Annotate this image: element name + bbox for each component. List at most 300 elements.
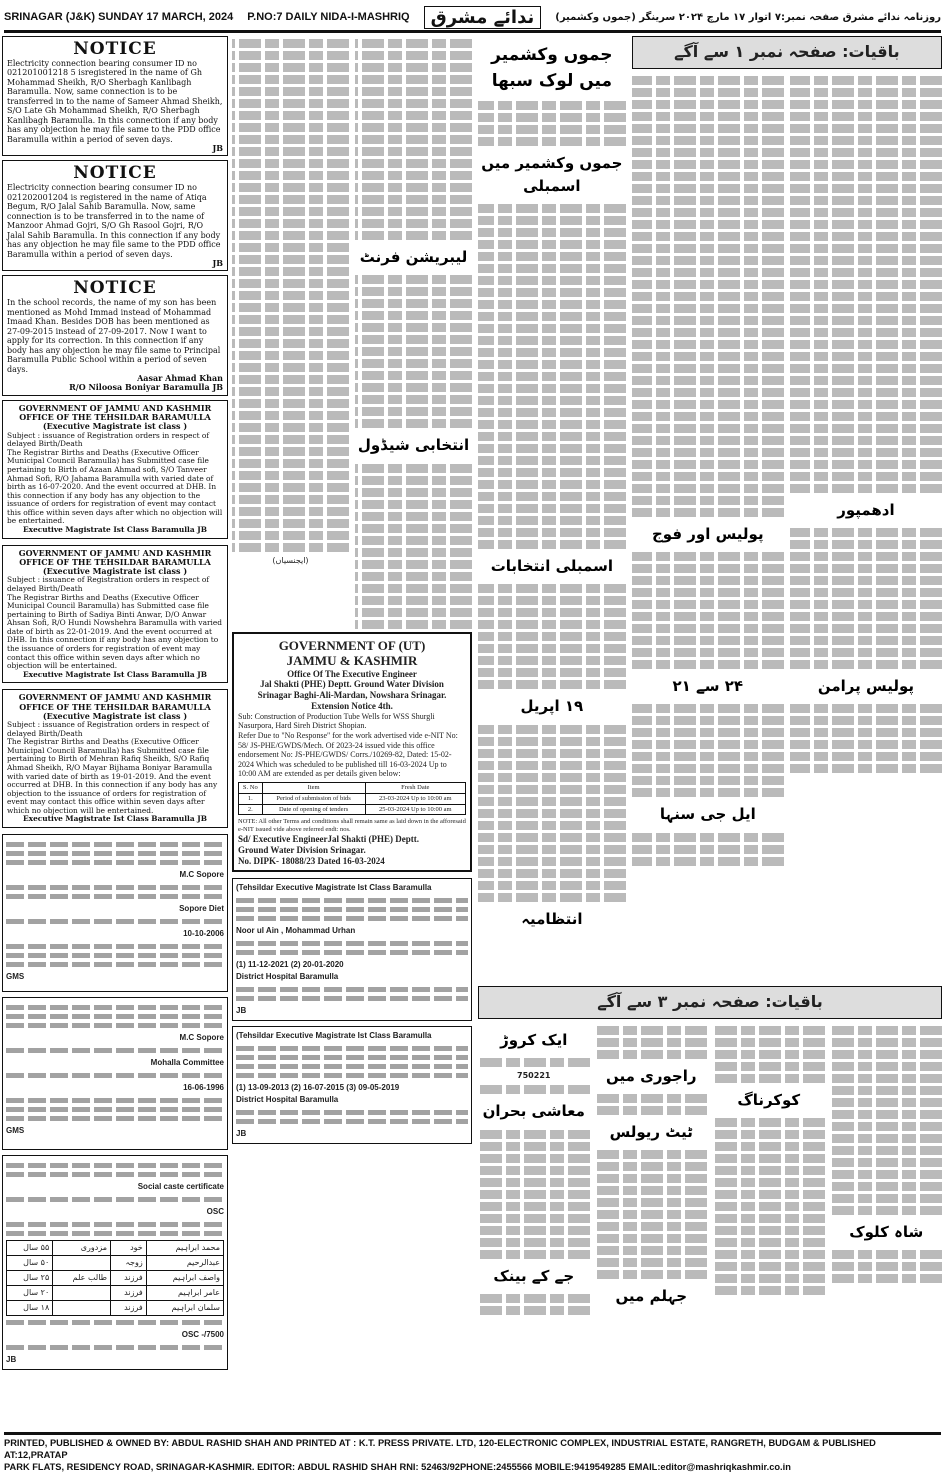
text-line <box>831 1062 943 1071</box>
imprint-footer <box>4 1432 941 1473</box>
text-line <box>355 207 472 216</box>
text-line <box>355 476 472 485</box>
text-line <box>355 464 472 473</box>
urdu-classified-3 <box>2 1155 228 1370</box>
text-line <box>6 885 224 890</box>
text-line <box>790 764 942 773</box>
text-line <box>632 845 784 854</box>
text-line <box>232 399 349 408</box>
text-line <box>355 135 472 144</box>
text-line <box>790 244 942 253</box>
ad-date: 16-06-1996 <box>183 1083 224 1093</box>
text-line <box>632 716 784 725</box>
section-heading: پولیس اور فوج <box>652 524 764 543</box>
table-row <box>7 1271 224 1286</box>
text-line <box>478 420 626 429</box>
table-cell <box>53 1256 111 1271</box>
text-line <box>713 1026 825 1035</box>
text-line <box>632 280 784 289</box>
imprint-line-2: PARK FLATS, RESIDENCY ROAD, SRINAGAR-KASHMIR. EDITOR: ABDUL RASHID SHAH RNI: 52463/92PHONE:2455566 MOBILE:9419549285 EMAIL:editor@mashriqkashmir.co.in <box>4 1462 791 1473</box>
phe-notice-reference: Refer Due to "No Response" for the work advertised vide e-NIT No: 58/ JS-PHE/GWDS/Mech. Of 2023-24 issued vide this office endorsement No: JS-PHE/GWDS/ Corrs./10269-82, Dated: 15-02-2024 Which was scheduled to be published till 16-03-2024 Up to 10:00 AM are extended as per details given below: <box>238 731 458 779</box>
table-header: S. No <box>239 783 263 794</box>
text-line <box>790 752 942 761</box>
text-line <box>790 280 942 289</box>
text-line <box>632 376 784 385</box>
ad-signature: JB <box>6 1355 17 1365</box>
text-line <box>632 388 784 397</box>
text-line <box>355 231 472 240</box>
text-line <box>596 1270 708 1279</box>
newspaper-logo: ندائے مشرق <box>424 6 542 29</box>
tehsildar-urdu-notice-1 <box>232 878 472 1021</box>
text-line <box>355 536 472 545</box>
text-line <box>232 471 349 480</box>
text-line <box>478 1294 590 1303</box>
text-line <box>790 364 942 373</box>
text-line <box>596 1174 708 1183</box>
table-cell: فرزند <box>111 1301 147 1316</box>
notice-2 <box>2 160 228 271</box>
table-cell: مزدوری <box>53 1241 111 1256</box>
text-line <box>478 1058 590 1067</box>
text-line <box>790 448 942 457</box>
text-line <box>6 1345 224 1350</box>
text-line <box>632 304 784 313</box>
section-heading: انتخابی شیڈول <box>357 436 470 455</box>
phe-notice-signatory: Sd/ Executive EngineerJal Shakti (PHE) Deptt. Ground Water Division Srinagar. <box>238 834 420 855</box>
notice-body: Electricity connection bearing consumer ID no 021202001204 is registered in the name of Atiqa Begum, R/O Jalal Sahib Baramulla. Now, same connection is to be transferred in to the name of Manzoor Ahmad Gojri, S/O Gh Rasool Gojri, R/O Jalal Sahib Baramulla. In this connection if any body has any objection he may file same to the PDD office Baramulla within a period of seven days. <box>7 183 221 259</box>
table-cell: محمد ابراہیم <box>146 1241 223 1256</box>
text-line <box>355 548 472 557</box>
text-line <box>232 531 349 540</box>
text-line <box>355 560 472 569</box>
notice-names: Noor ul Ain , Mohammad Urhan <box>236 926 356 936</box>
text-line <box>790 160 942 169</box>
text-line <box>632 776 784 785</box>
text-column <box>713 1023 825 1318</box>
tehsildar-notice-body: Subject : issuance of Registration orders in respect of delayed Birth/Death The Registrar Births and Deaths (Executive Officer Municipal Council Baramulla) has Submitted case file pertaining to Birth of Azaan Ahmad sofi, S/O Tanveer Ahmad Sofi, R/O Jahama Baramulla with varied date of birth as 16-07-2020. And the event occurred at DHB. In this connection if any body has any objection to the issuance of orders for registration of event may contact this office within seven days after which no objection will be entertained. <box>7 430 223 526</box>
text-line <box>790 472 942 481</box>
masthead-urdu-dateline: روزنامہ ندائے مشرق صفحہ نمبر:۷ اتوار ۱۷ مارچ ۲۰۲۴ سرینگر (جموں وکشمیر) <box>555 11 941 23</box>
family-table <box>6 1240 224 1316</box>
text-line <box>355 596 472 605</box>
table-cell: ۵۰ سال <box>7 1256 53 1271</box>
text-line <box>790 316 942 325</box>
text-line <box>478 1202 590 1211</box>
tehsildar-notice-header: GOVERNMENT OF JAMMU AND KASHMIR OFFICE OF THE TEHSILDAR BARAMULLA (Executive Magistrate ist class ) <box>18 692 212 721</box>
table-cell: 23-03-2024 Up to 10:00 am <box>365 793 465 804</box>
text-line <box>632 400 784 409</box>
text-line <box>790 124 942 133</box>
top-news-block <box>478 36 942 986</box>
text-line <box>632 484 784 493</box>
notice-body: In the school records, the name of my son has been mentioned as Mohd Immad instead of Mohammad Imaad Khan. Besides DOB has been mentioned as 27-09-2015 instead of 27-09-2017. Now I want to apply for its correction. In this connection if any body has any objection he may file same to Principal Baramulla Public School within a period of seven days. <box>7 298 221 374</box>
text-line <box>6 1098 224 1103</box>
text-line <box>232 195 349 204</box>
text-line <box>6 1073 224 1078</box>
text-line <box>596 1162 708 1171</box>
text-line <box>478 584 626 593</box>
text-line <box>478 1178 590 1187</box>
table-cell: فرزند <box>111 1286 147 1301</box>
text-line <box>478 492 626 501</box>
text-line <box>478 881 626 890</box>
text-line <box>713 1202 825 1211</box>
table-row <box>7 1301 224 1316</box>
text-line <box>632 328 784 337</box>
text-line <box>831 1038 943 1047</box>
middle-text-block <box>232 36 472 632</box>
bottom-news-block <box>478 1023 942 1318</box>
text-line <box>790 376 942 385</box>
text-line <box>478 737 626 746</box>
phe-notice-office: Office Of The Executive Engineer Jal Shakti (PHE) Deptt. Ground Water Division Srinagar Baghi-Ali-Mardan, Nowshara Srinagar. Extension Notice 4th. <box>257 668 447 712</box>
text-line <box>478 845 626 854</box>
text-line <box>355 359 472 368</box>
text-line <box>632 208 784 217</box>
text-line <box>713 1154 825 1163</box>
text-line <box>232 459 349 468</box>
text-line <box>713 1038 825 1047</box>
text-line <box>713 1226 825 1235</box>
notice-body: Electricity connection bearing consumer ID no 021201001218 5 isregistered in the name of Gh Mohammad Sheikh, R/O Sherbagh Kanlibagh Baramulla. Now, same connection is to be transferred in to the name of Sameer Ahmad Sheikh, S/O Late Gh Mohammad Sheikh, R/O Sherbagh Kanlibagh Baramulla. In this connection if any body has any objection he may file same to the PDD office Baramulla within a period of seven days. <box>7 59 223 144</box>
text-line <box>632 448 784 457</box>
text-line <box>478 456 626 465</box>
text-line <box>232 171 349 180</box>
text-line <box>790 528 942 537</box>
text-line <box>478 252 626 261</box>
text-line <box>232 159 349 168</box>
text-line <box>790 232 942 241</box>
text-line <box>831 1194 943 1203</box>
text-line <box>236 987 468 992</box>
text-line <box>790 660 942 669</box>
text-line <box>478 288 626 297</box>
text-line <box>632 576 784 585</box>
phe-notice-number: No. DIPK- 18088/23 Dated 16-03-2024 <box>238 855 385 866</box>
text-line <box>632 172 784 181</box>
text-line <box>790 540 942 549</box>
text-line <box>632 424 784 433</box>
section-heading: لیبریشن فرنٹ <box>359 248 468 266</box>
table-cell: 1. <box>239 793 263 804</box>
masthead-dateline: SRINAGAR (J&K) SUNDAY 17 MARCH, 2024 <box>4 11 234 23</box>
text-line <box>596 1050 708 1059</box>
text-line <box>831 1098 943 1107</box>
text-line <box>6 1231 224 1236</box>
text-line <box>478 204 626 213</box>
text-line <box>478 644 626 653</box>
text-line <box>236 1064 468 1069</box>
text-line <box>355 395 472 404</box>
text-line <box>790 292 942 301</box>
text-line <box>478 408 626 417</box>
notice-1 <box>2 36 228 156</box>
table-row <box>239 793 466 804</box>
text-line <box>232 447 349 456</box>
text-line <box>478 300 626 309</box>
text-column <box>831 1023 943 1318</box>
text-line <box>6 1014 224 1019</box>
text-line <box>596 1150 708 1159</box>
agency-credit: (ایجنسیاں) <box>272 556 309 565</box>
text-line <box>232 507 349 516</box>
phe-notice-title: GOVERNMENT OF (UT) JAMMU & KASHMIR <box>278 637 426 669</box>
tehsildar-notice-3 <box>2 689 228 828</box>
text-line <box>790 100 942 109</box>
text-line <box>790 340 942 349</box>
text-line <box>790 588 942 597</box>
text-line <box>790 612 942 621</box>
text-line <box>232 51 349 60</box>
text-line <box>6 1107 224 1112</box>
text-line <box>478 101 626 110</box>
section-heading: جہلم میں <box>615 1287 688 1306</box>
text-line <box>232 231 349 240</box>
text-line <box>355 311 472 320</box>
text-line <box>355 347 472 356</box>
text-line <box>713 1062 825 1071</box>
story-subheadline: ۱۹ اپریل <box>520 697 584 716</box>
text-line <box>596 1106 708 1115</box>
text-line <box>632 636 784 645</box>
text-line <box>6 842 224 847</box>
notice-title: NOTICE <box>73 278 157 299</box>
section-heading: ادھمپور <box>837 500 895 519</box>
text-line <box>790 400 942 409</box>
table-cell <box>53 1286 111 1301</box>
phe-notice-note: NOTE: All other Terms and conditions shall remain same as laid down in the afforesaid e-NIT issued vide above referred endt: nos. <box>238 818 466 834</box>
ad-signature: GMS <box>6 972 25 982</box>
text-line <box>790 636 942 645</box>
text-line <box>632 472 784 481</box>
section-heading: ایک کروڑ <box>500 1030 568 1049</box>
text-line <box>232 543 349 552</box>
text-line <box>232 351 349 360</box>
text-line <box>478 1154 590 1163</box>
text-line <box>831 1158 943 1167</box>
text-line <box>355 500 472 509</box>
text-column <box>790 73 942 869</box>
text-line <box>632 340 784 349</box>
text-line <box>632 436 784 445</box>
text-line <box>632 752 784 761</box>
text-line <box>632 196 784 205</box>
text-line <box>478 1166 590 1175</box>
text-line <box>232 39 349 48</box>
table-row <box>7 1256 224 1271</box>
text-line <box>236 950 468 955</box>
text-line <box>790 624 942 633</box>
text-line <box>478 384 626 393</box>
text-line <box>232 435 349 444</box>
text-line <box>790 148 942 157</box>
urdu-classified-2 <box>2 997 228 1150</box>
section-heading: معاشی بحران <box>482 1102 585 1121</box>
continued-banner-2: باقیات: صفحہ نمبر ۳ سے آگے <box>478 986 942 1019</box>
text-line <box>355 51 472 60</box>
table-cell: ۵۵ سال <box>7 1241 53 1256</box>
ad-date: 10-10-2006 <box>183 929 224 939</box>
text-line <box>478 113 626 122</box>
text-line <box>632 660 784 669</box>
text-line <box>355 63 472 72</box>
text-column <box>632 73 784 869</box>
text-line <box>355 323 472 332</box>
text-line <box>478 857 626 866</box>
table-cell: عامر ابراہیم <box>146 1286 223 1301</box>
text-line <box>478 893 626 902</box>
text-line <box>355 159 472 168</box>
ad-extra: Sopore Diet <box>179 904 224 914</box>
text-line <box>632 564 784 573</box>
text-line <box>478 869 626 878</box>
text-line <box>355 620 472 629</box>
text-line <box>232 147 349 156</box>
text-line <box>478 833 626 842</box>
table-cell: Date of opening of tenders <box>262 804 365 815</box>
text-line <box>632 160 784 169</box>
section-heading: ایل جی سنہا <box>659 805 756 824</box>
text-line <box>478 312 626 321</box>
text-line <box>355 383 472 392</box>
fee-note: 7500/- OSC <box>181 1330 224 1340</box>
tehsildar-notice-1 <box>2 400 228 539</box>
ad-tag: M.C Sopore <box>179 1033 224 1043</box>
text-line <box>632 648 784 657</box>
story-subheadline: انتظامیہ <box>521 909 583 928</box>
tehsildar-notice-body: Subject : issuance of Registration orders in respect of delayed Birth/Death The Registrar Births and Deaths (Executive Officer Municipal Council Baramulla) has Submitted case file pertaining to Birth of Mehran Rafiq Sheikh, S/O Rafiq Ahmad Sheikh, R/O Mayar Bijhama Boniyar Baramulla with varied date of birth as 19-01-2019. And the event occurred at DHB. In this connection if any body has any objection to the issuance of orders for registration of event may contact this office within seven days after which no objection will be entertained. <box>7 720 218 815</box>
text-line <box>355 87 472 96</box>
text-line <box>478 348 626 357</box>
text-line <box>355 123 472 132</box>
text-line <box>232 87 349 96</box>
text-line <box>6 953 224 958</box>
text-line <box>232 303 349 312</box>
text-line <box>632 232 784 241</box>
text-line <box>232 411 349 420</box>
text-line <box>236 916 468 921</box>
text-line <box>713 1238 825 1247</box>
text-line <box>355 608 472 617</box>
section-heading: کوکرناگ <box>737 1090 801 1109</box>
masthead-page: P.NO:7 DAILY NIDA-I-MASHRIQ <box>247 11 410 23</box>
text-line <box>232 267 349 276</box>
text-line <box>478 1238 590 1247</box>
table-cell: Period of submission of bids <box>262 793 365 804</box>
text-line <box>355 512 472 521</box>
imprint-line-1: PRINTED, PUBLISHED & OWNED BY: ABDUL RASHID SHAH AND PRINTED AT : K.T. PRESS PRIVATE. LTD, 120-ELECTRONIC COMPLEX, INDUSTRIAL ESTATE, RANGRETH, BUDGAM & PUBLISHED AT:12,PRATAP <box>4 1438 876 1461</box>
text-line <box>790 388 942 397</box>
text-line <box>6 1197 224 1202</box>
text-line <box>478 125 626 134</box>
text-line <box>790 600 942 609</box>
story-headline: جموں وکشمیر میں لوک سبھا <box>491 45 613 92</box>
text-line <box>478 821 626 830</box>
text-line <box>596 1222 708 1231</box>
text-line <box>632 136 784 145</box>
text-line <box>632 256 784 265</box>
text-line <box>831 1206 943 1215</box>
text-line <box>632 352 784 361</box>
text-line <box>355 219 472 228</box>
text-line <box>232 255 349 264</box>
notice-header: (Tehsildar Executive Magistrate Ist Class Baramulla <box>236 1031 432 1041</box>
notice-signature: JB <box>236 1006 247 1016</box>
text-line <box>790 256 942 265</box>
text-line <box>790 412 942 421</box>
text-line <box>478 668 626 677</box>
text-line <box>232 375 349 384</box>
text-line <box>713 1166 825 1175</box>
text-line <box>355 147 472 156</box>
continued-stories <box>632 36 942 986</box>
text-line <box>232 135 349 144</box>
text-line <box>232 483 349 492</box>
text-line <box>478 444 626 453</box>
text-line <box>632 600 784 609</box>
text-line <box>232 207 349 216</box>
text-column <box>596 1023 708 1318</box>
text-line <box>232 183 349 192</box>
text-line <box>6 962 224 967</box>
text-line <box>713 1250 825 1259</box>
text-line <box>6 1163 224 1168</box>
text-line <box>6 851 224 856</box>
text-line <box>790 648 942 657</box>
text-line <box>478 372 626 381</box>
text-line <box>6 944 224 949</box>
text-line <box>632 728 784 737</box>
text-line <box>790 728 942 737</box>
news-middle-column <box>232 36 472 1428</box>
text-line <box>713 1130 825 1139</box>
text-line <box>478 528 626 537</box>
table-cell: عبدالرحیم <box>146 1256 223 1271</box>
text-line <box>355 419 472 428</box>
text-line <box>355 195 472 204</box>
text-line <box>632 588 784 597</box>
text-line <box>355 572 472 581</box>
notice-hospital: District Hospital Baramulla <box>236 972 339 982</box>
section-heading: جے کے بینک <box>493 1266 575 1285</box>
continued-columns <box>632 73 942 869</box>
text-line <box>355 275 472 284</box>
text-line <box>831 1274 943 1283</box>
text-line <box>713 1286 825 1295</box>
text-line <box>713 1190 825 1199</box>
text-line <box>713 1214 825 1223</box>
table-cell <box>53 1301 111 1316</box>
table-cell: واصف ابراہیم <box>146 1271 223 1286</box>
text-line <box>355 299 472 308</box>
ad-signature: GMS <box>6 1126 25 1136</box>
text-line <box>478 656 626 665</box>
text-line <box>236 1055 468 1060</box>
table-cell: ۲۵ سال <box>7 1271 53 1286</box>
text-line <box>831 1050 943 1059</box>
text-line <box>478 1190 590 1199</box>
text-line <box>632 76 784 85</box>
text-line <box>478 360 626 369</box>
text-line <box>596 1246 708 1255</box>
text-line <box>478 680 626 689</box>
text-line <box>831 1026 943 1035</box>
table-cell: 25-03-2024 Up to 10:00 am <box>365 804 465 815</box>
text-line <box>232 315 349 324</box>
text-line <box>478 596 626 605</box>
notice-signature: JB <box>236 1129 247 1139</box>
